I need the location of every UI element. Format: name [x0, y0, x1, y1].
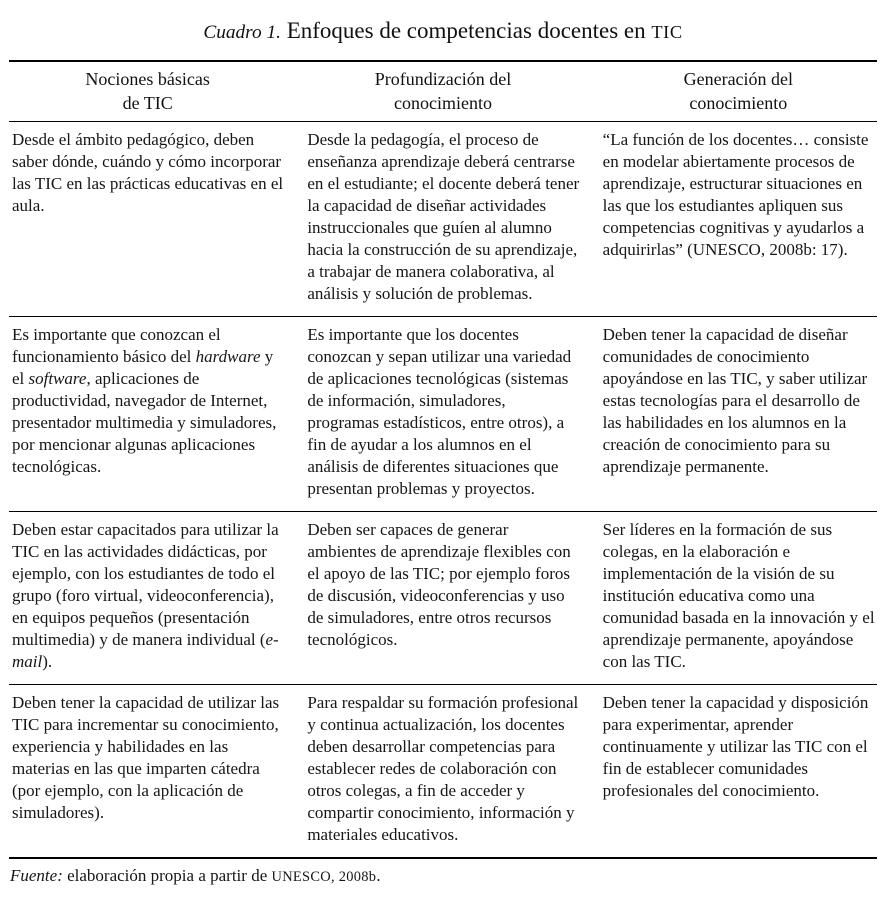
table-cell — [304, 129, 581, 305]
text-segment: Es importante que conozcan el funcionamiento básico del — [12, 325, 221, 366]
text-segment: “La función de los docentes… consiste en modelar abiertamente procesos de aprendizaje, estructurar situaciones en las que los estudiantes apliquen sus competencias cognitivas y ayudarlos a adquirirlas” (UNESCO, 2008b: 17). — [602, 130, 869, 259]
table-source-note — [9, 865, 877, 888]
table-cell — [9, 324, 286, 500]
text-segment: elaboración propia a partir de — [62, 866, 272, 885]
text-segment: Deben tener la capacidad de utilizar las TIC para incrementar su conocimiento, experiencia y habilidades en las materias en las que imparten cátedra (por ejemplo, con la aplicación de simuladores). — [12, 693, 280, 822]
table-title — [9, 16, 877, 48]
table-row — [9, 684, 877, 857]
text-segment: hardware — [195, 347, 261, 366]
text-segment: Deben tener la capacidad y disposición para experimentar, aprender continuamente y utilizar las TIC con el fin de establecer comunidades profesionales del conocimiento. — [602, 693, 869, 800]
table-cell — [600, 324, 877, 500]
table-cell — [304, 692, 581, 846]
text-segment: Para respaldar su formación profesional y continua actualización, los docentes deben desarrollar competencias para establecer redes de colaboración con otros colegas, a fin de acceder y compartir conocimiento, información y materiales educativos. — [307, 693, 579, 844]
text-segment: Cuadro 1. — [203, 22, 281, 43]
column-header-line: Generación del — [683, 69, 794, 89]
text-segment: e-mail — [12, 630, 279, 671]
text-segment: Deben estar capacitados para utilizar la TIC en las actividades didácticas, por ejemplo, con los estudiantes de todo el grupo (foro virtual, videoconferencia), en equipos pequeños (presentación multimedia) y de manera individual ( — [12, 520, 279, 649]
text-segment: ). — [42, 652, 53, 671]
text-segment: , aplicaciones de productividad, navegador de Internet, presentador multimedia y simuladores, por mencionar algunas aplicaciones tecnológicas. — [12, 369, 277, 476]
column-header-line: Nociones básicas — [85, 69, 210, 89]
table-row — [9, 121, 877, 316]
column-header-nociones-basicas — [9, 67, 286, 115]
column-header-line: conocimiento — [394, 93, 492, 113]
column-header-line: de TIC — [122, 93, 173, 113]
text-segment: Desde la pedagogía, el proceso de enseñanza aprendizaje deberá centrarse en el estudiante; el docente deberá tener la capacidad de diseñar actividades instruccionales que guíen al alumno hacia la construcción de su aprendizaje, a trabajar de manera colaborativa, al análisis y solución de problemas. — [307, 130, 580, 303]
text-segment: Desde el ámbito pedagógico, deben saber dónde, cuándo y cómo incorporar las TIC en las prácticas educativas en el aula. — [12, 130, 284, 215]
text-segment: software — [28, 369, 87, 388]
table-cell — [304, 519, 581, 673]
table-cell — [9, 692, 286, 846]
text-segment: Enfoques de competencias docentes en — [280, 18, 652, 43]
table-cell — [600, 519, 877, 673]
text-segment: Ser líderes en la formación de sus colegas, en la elaboración e implementación de la visión de su institución educativa como una comunidad basada en la innovación y el aprendizaje permanente, apoyándose con las TIC. — [602, 520, 875, 671]
table-cell — [600, 692, 877, 846]
text-segment: TIC — [651, 22, 683, 42]
table-cell — [9, 519, 286, 673]
text-segment: y el — [12, 347, 274, 388]
text-segment: Deben tener la capacidad de diseñar comunidades de conocimiento apoyándose en las TIC, y saber utilizar estas tecnologías para el desarrollo de las habilidades en los alumnos en la creación de conocimiento para su aprendizaje permanente. — [602, 325, 868, 476]
text-segment: UNESCO, 2008b — [271, 869, 377, 885]
column-header-line: conocimiento — [689, 93, 788, 113]
table-row — [9, 511, 877, 684]
column-header-line: Profundización del — [374, 69, 512, 89]
text-segment: Deben ser capaces de generar ambientes de aprendizaje flexibles con el apoyo de las TIC; por ejemplo foros de discusión, videoconferencias y uso de simuladores, entre otros recursos tecnológicos. — [307, 520, 571, 649]
table-row — [9, 316, 877, 511]
competencies-table — [9, 60, 877, 859]
table-header-row — [9, 62, 877, 121]
column-header-profundizacion — [304, 67, 581, 115]
text-segment: . — [376, 866, 381, 885]
table-cell — [304, 324, 581, 500]
column-header-generacion — [600, 67, 877, 115]
table-cell — [600, 129, 877, 305]
table-cell — [9, 129, 286, 305]
text-segment: Es importante que los docentes conozcan y sepan utilizar una variedad de aplicaciones tecnológicas (sistemas de información, simuladores, programas estadísticos, entre otros), a fin de ayudar a los alumnos en el análisis de diferentes situaciones que presentan problemas y proyectos. — [307, 325, 572, 498]
text-segment: Fuente: — [10, 866, 63, 885]
